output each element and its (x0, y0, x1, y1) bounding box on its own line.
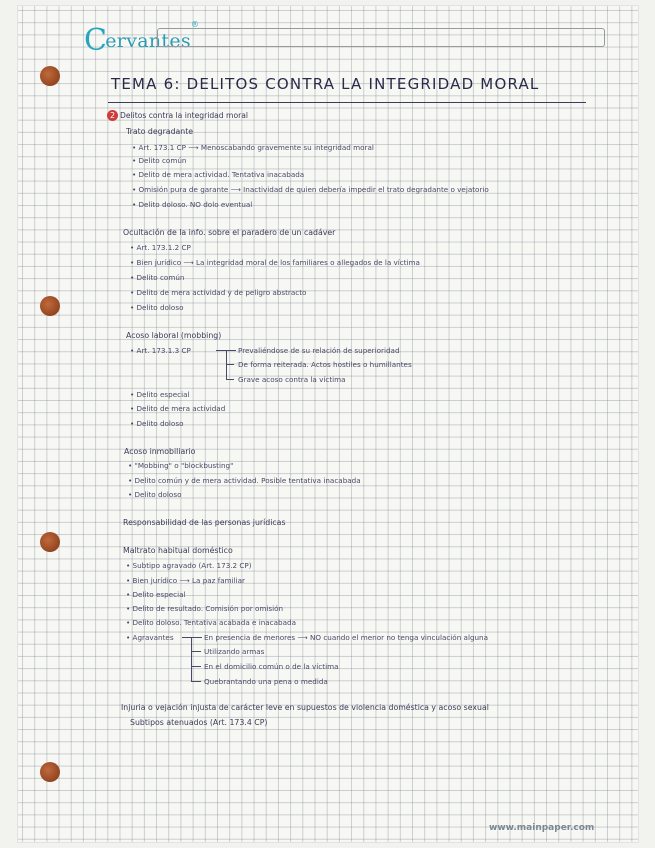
logo-text: ervantes (105, 30, 191, 52)
section-title: Delitos contra la integridad moral (120, 111, 248, 120)
binder-hole (40, 532, 60, 552)
list-item: • Bien jurídico ⟶ La integridad moral de los familiares o allegados de la víctima (130, 258, 420, 267)
branch-item: En el domicilio común o de la víctima (204, 662, 339, 671)
injuria-line: Injuria o vejación injusta de carácter leve en supuestos de violencia doméstica y acoso sexual (121, 703, 489, 712)
list-item: • Delito de mera actividad. Tentativa inacabada (132, 170, 305, 179)
heading-trato-degradante: Trato degradante (126, 127, 194, 136)
list-item: • Delito doloso (128, 490, 182, 499)
heading-ocultacion: Ocultación de la info. sobre el paradero de un cadáver (123, 228, 336, 237)
heading-maltrato: Maltrato habitual doméstico (123, 546, 233, 555)
branch-item: Utilizando armas (204, 647, 265, 656)
grid-paper-sheet (18, 6, 638, 842)
list-item: • Delito doloso. NO dolo eventual (132, 200, 253, 209)
bracket-tick (191, 681, 201, 682)
list-item: • "Mobbing" o "blockbusting" (128, 461, 234, 470)
injuria-subtipos: Subtipos atenuados (Art. 173.4 CP) (130, 718, 268, 727)
list-item: • Delito común (132, 156, 187, 165)
branch-item: Grave acoso contra la víctima (238, 375, 346, 384)
branch-item: Quebrantando una pena o medida (204, 677, 328, 686)
list-item: • Art. 173.1.2 CP (130, 243, 191, 252)
list-item: • Delito doloso (130, 419, 184, 428)
list-item: • Delito de mera actividad y de peligro abstracto (130, 288, 307, 297)
binder-hole (40, 66, 60, 86)
page-title: TEMA 6: DELITOS CONTRA LA INTEGRIDAD MORAL (111, 75, 540, 93)
branch-item: De forma reiterada. Actos hostiles o humillantes (238, 360, 412, 369)
heading-acoso-laboral: Acoso laboral (mobbing) (126, 331, 222, 340)
list-item: • Delito especial (130, 390, 190, 399)
list-item: • Delito doloso. Tentativa acabada e inacabada (126, 618, 296, 627)
bracket-tick (182, 637, 202, 638)
list-item: • Agravantes (126, 633, 174, 642)
list-item: • Art. 173.1 CP ⟶ Menoscabando gravemente su integridad moral (132, 143, 374, 152)
branch-item: Prevaliéndose de su relación de superioridad (238, 346, 400, 355)
logo-registered: ® (190, 20, 200, 29)
header-write-box (157, 28, 605, 47)
list-item: • Bien jurídico ⟶ La paz familiar (126, 576, 246, 585)
list-item: • Delito doloso (130, 303, 184, 312)
list-item: • Art. 173.1.3 CP (130, 346, 191, 355)
bracket-tick (216, 350, 236, 351)
list-item: • Delito de resultado. Comisión por omisión (126, 604, 284, 613)
list-item: • Delito especial (126, 590, 186, 599)
section-number: 2 (107, 110, 118, 121)
binder-hole (40, 296, 60, 316)
bracket-tick (191, 666, 201, 667)
list-item: • Delito de mera actividad (130, 404, 226, 413)
title-underline (108, 102, 586, 103)
bracket-tick (226, 379, 234, 380)
branch-item: En presencia de menores ⟶ NO cuando el menor no tenga vinculación alguna (204, 633, 489, 642)
list-item: • Omisión pura de garante ⟶ Inactividad de quien debería impedir el trato degradante o vejatorio (132, 185, 489, 194)
bracket-tick (191, 651, 201, 652)
binder-hole (40, 762, 60, 782)
list-item: • Delito común y de mera actividad. Posible tentativa inacabada (128, 476, 361, 485)
heading-responsabilidad: Responsabilidad de las personas jurídicas (123, 518, 286, 527)
bracket-tick (226, 364, 234, 365)
list-item: • Subtipo agravado (Art. 173.2 CP) (126, 561, 252, 570)
heading-acoso-inmobiliario: Acoso inmobiliario (124, 447, 196, 456)
footer-url: www.mainpaper.com (489, 823, 595, 833)
logo-initial: C (84, 23, 108, 58)
bracket-line (191, 637, 192, 681)
list-item: • Delito común (130, 273, 185, 282)
